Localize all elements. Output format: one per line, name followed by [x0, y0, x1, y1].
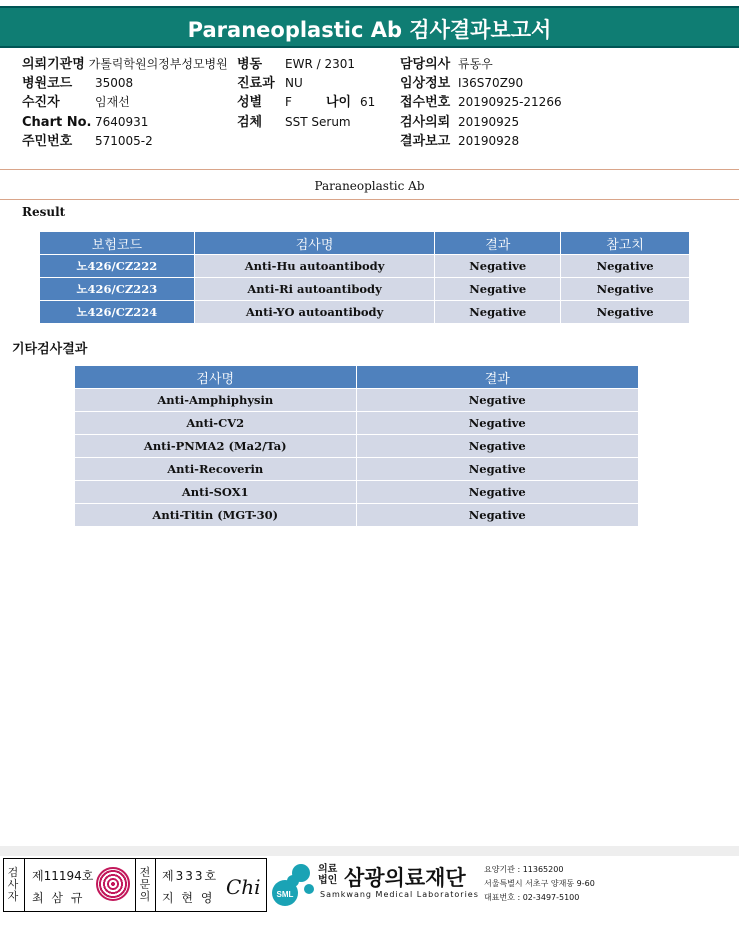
lab-phone: 대표번호 : 02-3497-5100 [484, 893, 580, 902]
info-value: SST Serum [285, 115, 351, 129]
info-label: 검사의뢰 [400, 115, 451, 130]
info-value: 7640931 [95, 115, 149, 129]
divider [24, 859, 25, 911]
result-label: Result [22, 205, 66, 219]
table-row [75, 458, 639, 481]
test-name-cell: Anti-PNMA2 (Ma2/Ta) [75, 435, 357, 458]
column-header: 보험코드 [40, 232, 195, 255]
info-label: 병원코드 [22, 76, 73, 91]
info-label: 수진자 [22, 95, 60, 110]
table-row [40, 255, 690, 278]
test-name-cell: Anti-Titin (MGT-30) [75, 504, 357, 527]
table-row [75, 481, 639, 504]
table-header-row [40, 232, 690, 255]
handwritten-signature: Chi [226, 875, 261, 899]
care-code: 요양기관 : 11365200 [484, 865, 564, 874]
info-value: EWR / 2301 [285, 57, 355, 71]
examiner-license-no: 제11194호 [32, 869, 94, 883]
result-cell: Negative [435, 301, 561, 324]
other-results-label: 기타검사결과 [12, 342, 88, 357]
lab-english-name: Samkwang Medical Laboratories [320, 890, 479, 899]
seal-stamp-icon [96, 867, 130, 901]
reference-cell: Negative [561, 255, 690, 278]
column-header: 검사명 [75, 366, 357, 389]
insurance-code-cell: 노426/CZ224 [40, 301, 195, 324]
info-label: 임상정보 [400, 76, 451, 91]
info-value: 35008 [95, 76, 134, 90]
info-label: 주민번호 [22, 134, 73, 149]
table-row [75, 435, 639, 458]
info-value: 류동우 [458, 57, 493, 71]
info-value: NU [285, 76, 303, 90]
insurance-code-cell: 노426/CZ222 [40, 255, 195, 278]
info-label: 나이 [326, 95, 352, 110]
column-header: 결과 [356, 366, 638, 389]
reference-cell: Negative [561, 301, 690, 324]
table-header-row [75, 366, 639, 389]
divider [135, 859, 136, 911]
info-label: 병동 [237, 57, 263, 72]
column-header: 참고치 [561, 232, 690, 255]
lab-address: 서울특별시 서초구 양재동 9-60 [484, 879, 595, 888]
table-row [75, 389, 639, 412]
reference-cell: Negative [561, 278, 690, 301]
result-cell: Negative [356, 435, 638, 458]
test-name-cell: Anti-CV2 [75, 412, 357, 435]
lab-prefix: 의료법인 [318, 864, 338, 886]
table-row [75, 504, 639, 527]
specialist-license-no: 제333호 [162, 869, 219, 883]
specialist-name: 지 현 영 [162, 891, 215, 905]
signature-box [3, 858, 267, 912]
info-value: I36S70Z90 [458, 76, 524, 90]
report-title: Paraneoplastic Ab 검사결과보고서 [0, 6, 739, 48]
info-label: 의뢰기관명 [22, 57, 85, 72]
info-label: 검체 [237, 115, 263, 130]
divider [155, 859, 156, 911]
footer-separator [0, 846, 739, 856]
result-cell: Negative [356, 504, 638, 527]
info-label: 담당의사 [400, 57, 451, 72]
info-row-hospital-code [22, 75, 72, 92]
specialist-side-label: 전문의 [139, 866, 151, 903]
test-name-cell: Anti-YO autoantibody [194, 301, 435, 324]
examiner-side-label: 검사자 [7, 866, 19, 903]
divider [0, 199, 739, 200]
insurance-code-cell: 노426/CZ223 [40, 278, 195, 301]
info-value: 571005-2 [95, 134, 153, 148]
info-value: 가톨릭학원의정부성모병원 [88, 57, 228, 71]
info-value: 20190928 [458, 134, 520, 148]
info-label: 결과보고 [400, 134, 451, 149]
test-name-cell: Anti-Amphiphysin [75, 389, 357, 412]
info-value: F [285, 95, 292, 109]
info-value: 20190925 [458, 115, 520, 129]
result-cell: Negative [435, 278, 561, 301]
result-cell: Negative [356, 481, 638, 504]
info-value: 20190925-21266 [458, 95, 562, 109]
logo-text: SML [276, 890, 294, 899]
result-cell: Negative [356, 389, 638, 412]
result-cell: Negative [356, 458, 638, 481]
test-name-cell: Anti-Recoverin [75, 458, 357, 481]
table-row [75, 412, 639, 435]
table-row [40, 278, 690, 301]
section-title: Paraneoplastic Ab [314, 179, 425, 193]
column-header: 검사명 [194, 232, 435, 255]
divider [0, 169, 739, 170]
info-label: 접수번호 [400, 95, 451, 110]
test-name-cell: Anti-Ri autoantibody [194, 278, 435, 301]
other-results-table [74, 365, 639, 527]
result-cell: Negative [435, 255, 561, 278]
info-row-institution [22, 56, 228, 73]
info-label: Chart No. [22, 115, 92, 130]
test-name-cell: Anti-Hu autoantibody [194, 255, 435, 278]
lab-name: 삼광의료재단 [344, 866, 466, 890]
table-row [40, 301, 690, 324]
info-value: 임재선 [95, 95, 130, 109]
info-label: 성별 [237, 95, 263, 110]
info-value: 61 [360, 95, 376, 109]
column-header: 결과 [435, 232, 561, 255]
examiner-name: 최 삼 규 [32, 891, 85, 905]
result-cell: Negative [356, 412, 638, 435]
sml-logo-icon [271, 861, 315, 907]
info-label: 진료과 [237, 76, 275, 91]
result-table [39, 231, 690, 324]
test-name-cell: Anti-SOX1 [75, 481, 357, 504]
